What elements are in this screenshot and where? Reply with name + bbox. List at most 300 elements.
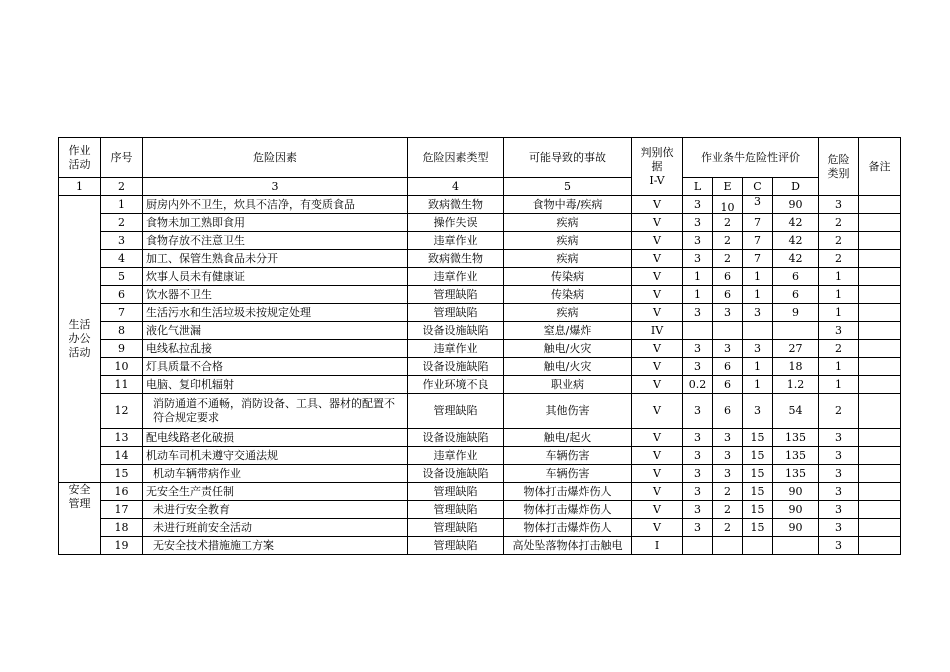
basis-cell [632, 519, 683, 537]
L-cell [683, 429, 713, 447]
seq-cell [101, 232, 143, 250]
C-cell-text: 15 [750, 430, 765, 444]
L-cell [683, 358, 713, 376]
activity-group: 安全 管理 [59, 483, 101, 555]
accident-cell-text: 食物中毒/疾病 [532, 197, 603, 211]
hazard-type-cell-text: 管理缺陷 [433, 520, 478, 534]
accident-cell-text: 物体打击爆炸伤人 [523, 484, 612, 498]
seq-cell-text: 6 [118, 287, 125, 301]
risk-level-cell-text: 2 [835, 215, 842, 229]
E-cell-text: 2 [724, 251, 731, 265]
remark-cell [859, 250, 901, 268]
risk-level-cell [819, 268, 859, 286]
D-cell [773, 286, 819, 304]
C-cell-text: 3 [754, 404, 761, 417]
E-cell [713, 196, 743, 214]
D-cell [773, 214, 819, 232]
seq-cell-text: 9 [118, 341, 125, 355]
C-cell-text: 3 [754, 195, 761, 208]
E-cell-text: 3 [724, 466, 731, 480]
hazard-cell-text: 液化气泄漏 [146, 323, 201, 337]
accident-cell [504, 358, 632, 376]
basis-cell [632, 537, 683, 555]
L-cell [683, 465, 713, 483]
basis-cell [632, 429, 683, 447]
header-risk-level: 危险 类别 [819, 138, 859, 196]
hazard-type-cell-text: 违章作业 [433, 448, 478, 462]
basis-cell-text: I [654, 538, 660, 552]
basis-cell-text: V [653, 269, 661, 283]
D-cell-text: 9 [792, 305, 799, 319]
table-row [59, 196, 901, 214]
accident-cell [504, 214, 632, 232]
seq-cell [101, 196, 143, 214]
hazard-cell [143, 537, 408, 555]
header-accident: 可能导致的事故 [504, 138, 632, 178]
risk-level-cell-text: 3 [835, 323, 842, 337]
basis-cell [632, 232, 683, 250]
hazard-type-cell [408, 465, 504, 483]
basis-cell-text: V [653, 502, 661, 516]
seq-cell-text: 14 [114, 448, 129, 462]
hazard-cell-text: 食物存放不注意卫生 [146, 233, 245, 247]
seq-cell-text: 11 [114, 377, 129, 391]
seq-cell [101, 250, 143, 268]
basis-cell [632, 394, 683, 429]
D-cell [773, 429, 819, 447]
accident-cell-text: 其他伤害 [545, 404, 590, 417]
E-cell-text: 6 [724, 404, 731, 417]
L-cell-text: 3 [694, 430, 701, 444]
C-cell-text: 15 [750, 466, 765, 480]
hazard-cell [143, 250, 408, 268]
E-cell [713, 214, 743, 232]
header-num-4: 4 [408, 178, 504, 196]
risk-level-cell [819, 304, 859, 322]
hazard-type-cell-text: 操作失误 [433, 215, 478, 229]
seq-cell-text: 18 [114, 520, 129, 534]
E-cell [713, 358, 743, 376]
hazard-type-cell [408, 304, 504, 322]
seq-cell-text: 3 [118, 233, 125, 247]
hazard-type-cell [408, 232, 504, 250]
seq-cell [101, 394, 143, 429]
hazard-type-cell-text: 作业环境不良 [422, 377, 489, 391]
D-cell [773, 250, 819, 268]
header-num-3: 3 [143, 178, 408, 196]
L-cell-text: 3 [694, 404, 701, 417]
seq-cell [101, 501, 143, 519]
accident-cell [504, 232, 632, 250]
accident-cell [504, 196, 632, 214]
remark-cell [859, 196, 901, 214]
basis-cell-text: V [653, 359, 661, 373]
C-cell [743, 268, 773, 286]
hazard-type-cell [408, 394, 504, 429]
seq-cell-text: 12 [114, 404, 129, 417]
accident-cell-text: 疾病 [556, 215, 579, 229]
header-num-2: 2 [101, 178, 143, 196]
C-cell-text: 7 [754, 215, 761, 229]
hazard-type-cell [408, 483, 504, 501]
E-cell-text: 2 [724, 520, 731, 534]
hazard-type-cell [408, 286, 504, 304]
accident-cell [504, 429, 632, 447]
C-cell-text: 15 [750, 502, 765, 516]
seq-cell-text: 19 [114, 538, 129, 552]
seq-cell-text: 8 [118, 323, 125, 337]
hazard-cell [143, 196, 408, 214]
header-num-5: 5 [504, 178, 632, 196]
E-cell-text: 6 [724, 287, 731, 301]
basis-cell [632, 447, 683, 465]
L-cell-text: 3 [694, 215, 701, 229]
risk-level-cell [819, 519, 859, 537]
C-cell [743, 394, 773, 429]
L-cell [683, 447, 713, 465]
basis-cell [632, 376, 683, 394]
C-cell [743, 519, 773, 537]
E-cell [713, 250, 743, 268]
header-activity: 作业 活动 [59, 138, 101, 178]
L-cell-text: 3 [694, 448, 701, 462]
risk-level-cell-text: 3 [835, 484, 842, 498]
hazard-type-cell [408, 250, 504, 268]
basis-cell-text: V [653, 287, 661, 301]
accident-cell [504, 394, 632, 429]
accident-cell [504, 322, 632, 340]
basis-cell-text: V [653, 197, 661, 211]
table-row [59, 483, 901, 501]
table-row [59, 214, 901, 232]
D-cell-text: 135 [785, 430, 806, 444]
D-cell [773, 465, 819, 483]
remark-cell [859, 340, 901, 358]
D-cell [773, 304, 819, 322]
D-cell-text: 135 [785, 448, 806, 462]
D-cell [773, 483, 819, 501]
accident-cell-text: 触电/火灾 [543, 359, 592, 373]
basis-cell [632, 483, 683, 501]
accident-cell-text: 触电/起火 [543, 430, 592, 444]
hazard-type-cell-text: 管理缺陷 [433, 305, 478, 319]
E-cell [713, 483, 743, 501]
hazard-cell-text: 机动车司机未遵守交通法规 [146, 448, 278, 462]
E-cell-text: 6 [724, 269, 731, 283]
C-cell-text: 3 [754, 305, 761, 319]
L-cell-text: 3 [694, 251, 701, 265]
hazard-type-cell-text: 设备设施缺陷 [422, 430, 489, 444]
E-cell [713, 429, 743, 447]
seq-cell-text: 17 [114, 502, 129, 516]
seq-cell-text: 10 [114, 359, 129, 373]
risk-level-cell-text: 2 [835, 404, 842, 417]
hazard-cell [143, 501, 408, 519]
E-cell [713, 501, 743, 519]
remark-cell [859, 268, 901, 286]
hazard-cell [143, 358, 408, 376]
hazard-type-cell [408, 358, 504, 376]
accident-cell-text: 职业病 [551, 377, 584, 391]
hazard-type-cell [408, 340, 504, 358]
accident-cell [504, 501, 632, 519]
L-cell [683, 250, 713, 268]
risk-level-cell-text: 3 [835, 466, 842, 480]
hazard-cell [143, 268, 408, 286]
seq-cell [101, 340, 143, 358]
hazard-type-cell-text: 管理缺陷 [433, 538, 478, 552]
table-row [59, 286, 901, 304]
hazard-cell [143, 376, 408, 394]
C-cell-text: 1 [754, 287, 761, 301]
hazard-type-cell [408, 322, 504, 340]
hazard-type-cell-text: 设备设施缺陷 [422, 359, 489, 373]
seq-cell-text: 13 [114, 430, 129, 444]
C-cell [743, 537, 773, 555]
D-cell-text: 90 [788, 520, 803, 534]
remark-cell [859, 304, 901, 322]
table-row [59, 394, 901, 429]
seq-cell [101, 537, 143, 555]
D-cell-text: 90 [788, 197, 803, 211]
remark-cell [859, 286, 901, 304]
basis-cell-text: V [653, 466, 661, 480]
risk-level-cell-text: 2 [835, 251, 842, 265]
seq-cell-text: 7 [118, 305, 125, 319]
basis-cell [632, 465, 683, 483]
accident-cell [504, 340, 632, 358]
basis-cell-text: V [653, 233, 661, 247]
D-cell [773, 394, 819, 429]
C-cell-text: 15 [750, 484, 765, 498]
accident-cell-text: 触电/火灾 [543, 341, 592, 355]
seq-cell [101, 483, 143, 501]
L-cell [683, 214, 713, 232]
D-cell-text: 90 [788, 484, 803, 498]
header-hazard-type: 危险因素类型 [408, 138, 504, 178]
table-row [59, 340, 901, 358]
L-cell-text: 3 [694, 466, 701, 480]
accident-cell-text: 传染病 [551, 269, 584, 283]
remark-cell [859, 429, 901, 447]
risk-level-cell-text: 2 [835, 233, 842, 247]
D-cell-text: 6 [792, 287, 799, 301]
risk-level-cell-text: 1 [835, 287, 842, 301]
D-cell-text: 90 [788, 502, 803, 516]
L-cell-text: 1 [694, 287, 701, 301]
C-cell [743, 232, 773, 250]
E-cell [713, 537, 743, 555]
hazard-type-cell [408, 519, 504, 537]
hazard-cell [143, 519, 408, 537]
hazard-type-cell-text: 致病微生物 [428, 251, 483, 265]
basis-cell-text: V [653, 484, 661, 498]
hazard-cell-text: 机动车辆带病作业 [153, 466, 241, 480]
E-cell [713, 519, 743, 537]
E-cell-text: 3 [724, 430, 731, 444]
seq-cell-text: 5 [118, 269, 125, 283]
hazard-type-cell-text: 致病微生物 [428, 197, 483, 211]
E-cell [713, 340, 743, 358]
remark-cell [859, 322, 901, 340]
remark-cell [859, 232, 901, 250]
header-num-1: 1 [59, 178, 101, 196]
table-row [59, 304, 901, 322]
risk-level-cell-text: 3 [835, 430, 842, 444]
hazard-cell-text: 加工、保管生熟食品未分开 [146, 251, 278, 265]
hazard-type-cell-text: 管理缺陷 [433, 287, 478, 301]
basis-cell [632, 214, 683, 232]
remark-cell [859, 519, 901, 537]
C-cell [743, 304, 773, 322]
hazard-type-cell [408, 268, 504, 286]
E-cell-text: 3 [724, 305, 731, 319]
E-cell [713, 232, 743, 250]
risk-level-cell-text: 3 [835, 538, 842, 552]
risk-level-cell-text: 1 [835, 269, 842, 283]
hazard-cell [143, 465, 408, 483]
hazard-type-cell [408, 447, 504, 465]
D-cell-text: 42 [788, 215, 803, 229]
header-C: C [743, 178, 773, 196]
hazard-cell [143, 232, 408, 250]
table-row [59, 519, 901, 537]
hazard-type-cell [408, 537, 504, 555]
header-remark: 备注 [859, 138, 901, 196]
D-cell [773, 232, 819, 250]
D-cell [773, 268, 819, 286]
risk-level-cell [819, 447, 859, 465]
risk-level-cell [819, 286, 859, 304]
risk-level-cell [819, 483, 859, 501]
E-cell [713, 465, 743, 483]
risk-level-cell [819, 214, 859, 232]
seq-cell-text: 15 [114, 466, 129, 480]
risk-level-cell-text: 1 [835, 305, 842, 319]
accident-cell-text: 物体打击爆炸伤人 [523, 502, 612, 516]
E-cell [713, 286, 743, 304]
hazard-type-cell-text: 违章作业 [433, 341, 478, 355]
accident-cell-text: 物体打击爆炸伤人 [523, 520, 612, 534]
accident-cell [504, 376, 632, 394]
C-cell [743, 447, 773, 465]
hazard-cell-text: 无安全生产责任制 [146, 484, 234, 498]
hazard-cell-text: 未进行班前安全活动 [153, 520, 252, 534]
hazard-type-cell-text: 设备设施缺陷 [422, 466, 489, 480]
C-cell-text: 1 [754, 359, 761, 373]
hazard-cell [143, 286, 408, 304]
risk-level-cell [819, 196, 859, 214]
basis-cell [632, 196, 683, 214]
E-cell-text: 3 [724, 341, 731, 355]
activity-group: 生活 办公 活动 [59, 196, 101, 483]
hazard-cell-text: 电线私拉乱接 [146, 341, 212, 355]
hazard-cell-text: 生活污水和生活垃圾未按规定处理 [146, 305, 311, 319]
basis-cell-text: V [653, 520, 661, 534]
remark-cell [859, 447, 901, 465]
accident-cell [504, 250, 632, 268]
remark-cell [859, 394, 901, 429]
accident-cell [504, 537, 632, 555]
remark-cell [859, 501, 901, 519]
remark-cell [859, 537, 901, 555]
C-cell [743, 429, 773, 447]
D-cell-text: 42 [788, 251, 803, 265]
L-cell-text: 3 [694, 359, 701, 373]
E-cell-text: 2 [724, 233, 731, 247]
accident-cell-text: 车辆伤害 [545, 466, 590, 480]
C-cell [743, 376, 773, 394]
E-cell [713, 394, 743, 429]
header-L: L [683, 178, 713, 196]
table-row [59, 268, 901, 286]
D-cell-text: 18 [788, 359, 803, 373]
hazard-cell-text: 电脑、复印机辐射 [146, 377, 234, 391]
risk-level-cell [819, 322, 859, 340]
seq-cell [101, 304, 143, 322]
C-cell [743, 483, 773, 501]
risk-level-cell [819, 394, 859, 429]
C-cell [743, 340, 773, 358]
header-seq: 序号 [101, 138, 143, 178]
hazard-type-cell [408, 376, 504, 394]
hazard-cell-text: 灯具质量不合格 [146, 359, 223, 373]
E-cell [713, 447, 743, 465]
seq-cell [101, 376, 143, 394]
table-row [59, 501, 901, 519]
E-cell [713, 322, 743, 340]
hazard-cell [143, 394, 408, 429]
risk-level-cell [819, 501, 859, 519]
risk-level-cell-text: 3 [835, 197, 842, 211]
risk-level-cell [819, 358, 859, 376]
basis-cell [632, 501, 683, 519]
table-row [59, 537, 901, 555]
L-cell [683, 501, 713, 519]
C-cell-text: 3 [754, 341, 761, 355]
seq-cell [101, 214, 143, 232]
accident-cell-text: 窒息/爆炸 [543, 323, 592, 337]
risk-level-cell [819, 537, 859, 555]
D-cell-text: 1.2 [786, 377, 805, 391]
basis-cell [632, 286, 683, 304]
basis-cell-text: V [653, 341, 661, 355]
L-cell [683, 340, 713, 358]
accident-cell-text: 车辆伤害 [545, 448, 590, 462]
hazard-cell [143, 322, 408, 340]
D-cell-text: 135 [785, 466, 806, 480]
E-cell-text: 6 [724, 359, 731, 373]
L-cell-text: 3 [694, 484, 701, 498]
basis-cell [632, 358, 683, 376]
header-E: E [713, 178, 743, 196]
D-cell [773, 519, 819, 537]
basis-cell-text: V [653, 404, 661, 417]
table-row [59, 376, 901, 394]
seq-cell [101, 519, 143, 537]
seq-cell [101, 358, 143, 376]
E-cell-text: 6 [724, 377, 731, 391]
basis-cell-text: V [653, 251, 661, 265]
basis-cell [632, 250, 683, 268]
header-evaluation: 作业条牛危险性评价 [683, 138, 819, 178]
table-row [59, 358, 901, 376]
E-cell-text: 2 [724, 215, 731, 229]
E-cell-text: 10 [720, 200, 735, 214]
hazard-cell [143, 340, 408, 358]
L-cell [683, 394, 713, 429]
accident-cell [504, 286, 632, 304]
